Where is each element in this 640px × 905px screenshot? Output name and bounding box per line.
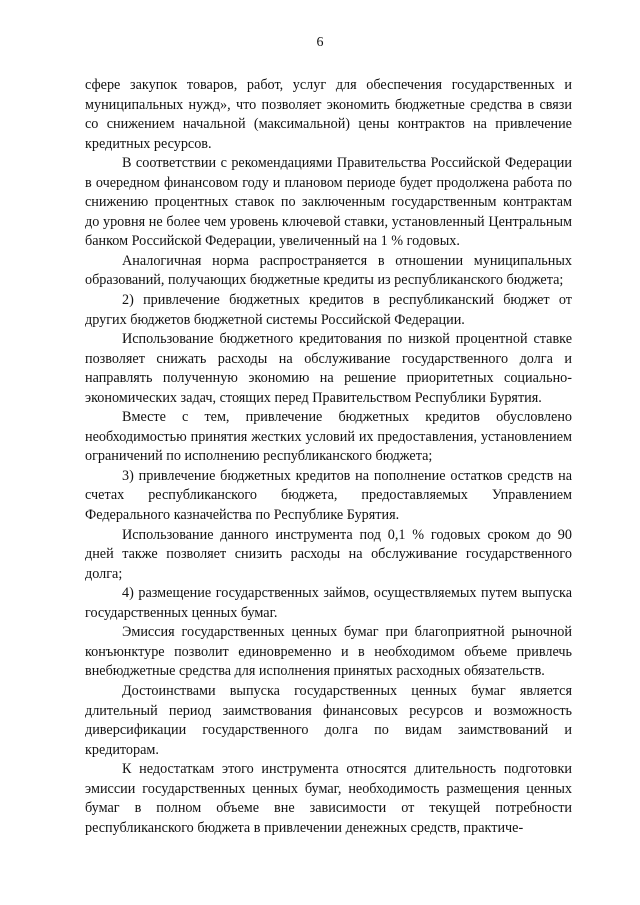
paragraph: Достоинствами выпуска государственных ценных бумаг является длительный период заимствования финансовых ресурсов и возможность диверсификации государственного долга по видам заимствований и кредиторам. [85, 682, 572, 758]
paragraph: Вместе с тем, привлечение бюджетных кредитов обусловлено необходимостью принятия жестких условий их предоставления, установлением ограничений по исполнению республиканского бюджета; [85, 409, 572, 465]
paragraph: 2) привлечение бюджетных кредитов в республиканский бюджет от других бюджетов бюджетной системы Российской Федерации. [85, 292, 572, 328]
paragraph: Эмиссия государственных ценных бумаг при благоприятной рыночной конъюнктуре позволит единовременно и в необходимом объеме привлечь внебюджетные средства для исполнения принятых расходных обязательств. [85, 624, 572, 680]
paragraph: сфере закупок товаров, работ, услуг для обеспечения государственных и муниципальных нужд», что позволяет экономить бюджетные средства в связи со снижением начальной (максимальной) цены контрактов на привлечение кредитных ресурсов. [85, 77, 572, 152]
paragraph: 4) размещение государственных займов, осуществляемых путем выпуска государственных ценных бумаг. [85, 585, 572, 621]
body-text [85, 76, 572, 838]
paragraph: Аналогичная норма распространяется в отношении муниципальных образований, получающих бюджетные кредиты из республиканского бюджета; [85, 252, 572, 289]
paragraph: К недостаткам этого инструмента относятся длительность подготовки эмиссии государственных ценных бумаг, необходимость размещения ценных бумаг в полном объеме вне зависимости от текущей потребности республиканского бюджета в привлечении денежных средств, практиче- [85, 761, 572, 836]
paragraph: Использование данного инструмента под 0,1 % годовых сроком до 90 дней также позволяет снизить расходы на обслуживание государственного долга; [85, 526, 572, 582]
paragraph: В соответствии с рекомендациями Правительства Российской Федерации в очередном финансовом году и плановом периоде будет продолжена работа по снижению процентных ставок по заключенным государственным контрактам до уровня не более чем уровень ключевой ставки, установленный Центральным банком Российской Федерации, увеличенный на 1 % годовых. [85, 155, 572, 250]
page-number: 6 [316, 35, 324, 50]
paragraph: Использование бюджетного кредитования по низкой процентной ставке позволяет снижать расходы на обслуживание государственного долга и направлять полученную экономию на решение приоритетных социально-экономических задач, стоящих перед Правительством Республики Бурятия. [85, 331, 572, 406]
paragraph: 3) привлечение бюджетных кредитов на пополнение остатков средств на счетах республиканского бюджета, предоставляемых Управлением Федерального казначейства по Республике Бурятия. [85, 467, 572, 524]
